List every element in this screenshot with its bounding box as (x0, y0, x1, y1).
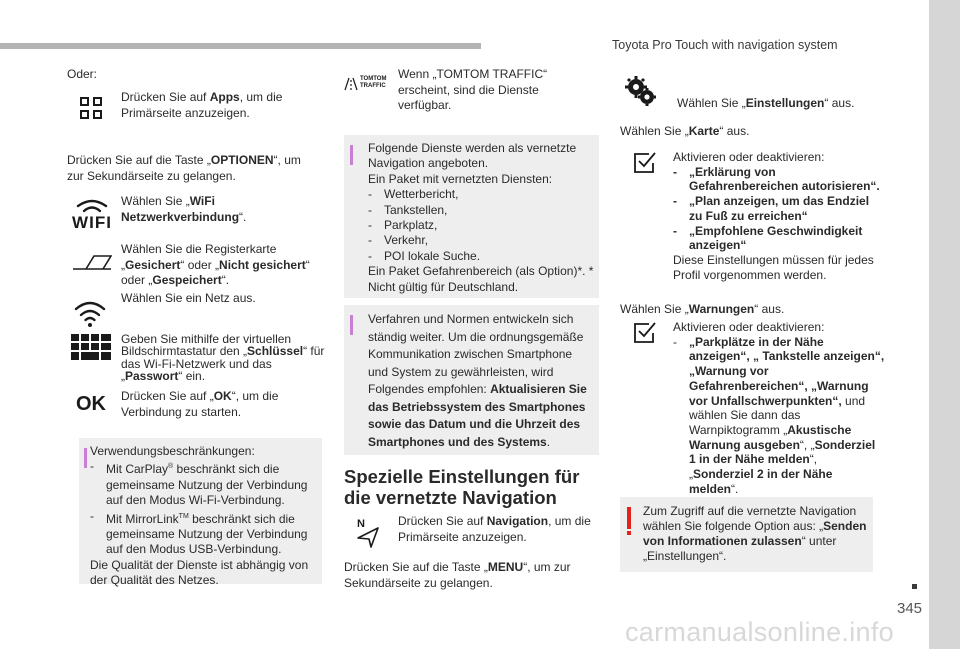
list-item: - „Erklärung von Gefahrenbereichen autorisieren“. (673, 165, 885, 194)
check1-list (620, 165, 885, 253)
alert-box (620, 497, 873, 572)
einstellungen-instruction: Wählen Sie „Einstellungen“ aus. (677, 96, 855, 110)
page-edge-strip (929, 0, 960, 649)
netz-instruction: Wählen Sie ein Netz aus. (121, 291, 256, 305)
list-item: - „Plan anzeigen, um das Endziel zu Fuß zu erreichen“ (673, 194, 885, 223)
restrictions-title: Verwendungsbeschränkungen: (90, 444, 255, 458)
check2-intro: Aktivieren oder deaktivieren: (673, 320, 825, 334)
karte-instruction: Wählen Sie „Karte“ aus. (620, 124, 750, 138)
alert-text: Zum Zugriff auf die vernetzte Navigation wählen Sie folgende Option aus: „Senden von Informationen zulassen“ unter „Einstellungen“. (643, 504, 867, 563)
info-icon (350, 315, 353, 335)
oder-label: Oder: (67, 67, 98, 81)
exclamation-dot (627, 531, 631, 535)
tab-icon (72, 252, 112, 272)
apps-icon (78, 95, 104, 121)
navigation-icon (355, 516, 381, 548)
apps-instruction: Drücken Sie auf Apps, um die Primärseite anzuzeigen. (121, 90, 283, 120)
exclamation-icon (627, 507, 631, 529)
tomtom-traffic-logo (344, 76, 390, 94)
keyboard-instruction: Geben Sie mithilfe der virtuellen Bildschirmtastatur den „Schlüssel“ für das Wi-Fi-Netzwerk und das „Passwort“ ein. (121, 332, 325, 384)
register-instruction: Wählen Sie die Registerkarte „Gesichert“ oder „Nicht gesichert“ oder „Gespeichert“. (121, 242, 310, 287)
services-footer: Ein Paket Gefahrenbereich (als Option)*. * Nicht gültig für Deutschland. (368, 264, 594, 294)
wifi-instruction: Wählen Sie „WiFi Netzwerkverbindung“. (121, 194, 247, 224)
warnungen-instruction: Wählen Sie „Warnungen“ aus. (620, 302, 785, 316)
end-marker (912, 584, 917, 589)
page-header: Toyota Pro Touch with navigation system (612, 38, 838, 52)
services-list (368, 187, 597, 264)
list-item: - „Parkplätze in der Nähe anzeigen“, „ Tankstelle anzeigen“, „Warnung vor Gefahrenbereichen“, „Warnung vor Unfallschwerpunkten“, und wählen Sie dann das Warnpiktogramm „Akustische Warnung ausgeben“, „Sonderziel 1 in der Nähe melden“, „Sonderziel 2 in der Nähe melden“. (673, 335, 885, 497)
gear-icon (622, 75, 658, 107)
ok-instruction: Drücken Sie auf „OK“, um die Verbindung zu starten. (121, 389, 279, 419)
restrictions-footer: Die Qualität der Dienste ist abhängig von der Qualität des Netzes. (90, 557, 309, 588)
services-packet: Ein Paket mit vernetzten Diensten: (368, 171, 553, 186)
menu-instruction: Drücken Sie auf die Taste „MENU“, um zur Sekundärseite zu gelangen. (344, 560, 571, 590)
list-item: - Wetterbericht, (368, 187, 597, 202)
services-intro: Folgende Dienste werden als vernetzte Navigation angeboten. (368, 141, 577, 171)
navigation-instruction: Drücken Sie auf Navigation, um die Primärseite anzuzeigen. (398, 514, 591, 544)
restrictions-list (90, 459, 318, 557)
list-item: - Mit CarPlay® beschränkt sich die gemeinsame Nutzung der Verbindung auf den Modus Wi-Fi-Verbindung. (90, 459, 318, 508)
checkbox-icon (633, 322, 657, 344)
tomtom-text: Wenn „TOMTOM TRAFFIC“ erscheint, sind die Dienste verfügbar. (398, 67, 548, 112)
check1-footer: Diese Einstellungen müssen für jedes Profil vorgenommen werden. (673, 252, 874, 282)
recommendation-text: Verfahren und Normen entwickeln sich ständig weiter. Um die ordnungsgemäße Kommunikation zwischen Smartphone und System zu gewährleisten, wird Folgendes empfohlen: Aktualisieren Sie das Betriebssystem des Smartphones sowie das Datum und die Uhrzeit des Smartphones und des Systems. (368, 312, 587, 449)
info-box-restrictions (79, 438, 322, 588)
list-item: - Verkehr, (368, 233, 597, 248)
list-item: - Tankstellen, (368, 203, 597, 218)
options-instruction: Drücken Sie auf die Taste „OPTIONEN“, um zur Sekundärseite zu gelangen. (67, 153, 301, 183)
list-item: - Mit MirrorLink™ beschränkt sich die gemeinsame Nutzung der Verbindung auf den Modus USB-Verbindung. (90, 509, 318, 558)
ok-icon-label: OK (76, 392, 106, 415)
check1-content (620, 150, 885, 282)
list-item: - „Empfohlene Geschwindigkeit anzeigen“ (673, 224, 885, 253)
wifi-icon (72, 196, 112, 234)
header-rule (0, 43, 481, 49)
wifi-signal-icon (72, 300, 108, 328)
wifi-icon-label: WIFI (72, 213, 112, 232)
info-box-recommendation (344, 305, 599, 455)
ok-icon (72, 392, 110, 416)
info-icon (350, 145, 353, 165)
list-item: - Parkplatz, (368, 218, 597, 233)
check2-content (673, 320, 885, 496)
tomtom-logo-line2: TRAFFIC (360, 83, 386, 89)
tomtom-logo-line1: TOMTOM (360, 76, 387, 82)
info-icon (84, 448, 87, 468)
list-item: - POI lokale Suche. (368, 249, 597, 264)
svg-text:N: N (357, 518, 365, 530)
watermark: carmanualsonline.info (625, 617, 894, 647)
keyboard-icon (71, 334, 111, 360)
section-heading: Spezielle Einstellungen für die vernetzte Navigation (344, 466, 580, 508)
info-box-services (344, 135, 599, 298)
check2-list (673, 335, 885, 497)
page-number: 345 (897, 600, 923, 617)
info-box-content (90, 444, 318, 589)
check1-intro: Aktivieren oder deaktivieren: (673, 150, 825, 164)
info-box-content (368, 141, 597, 295)
